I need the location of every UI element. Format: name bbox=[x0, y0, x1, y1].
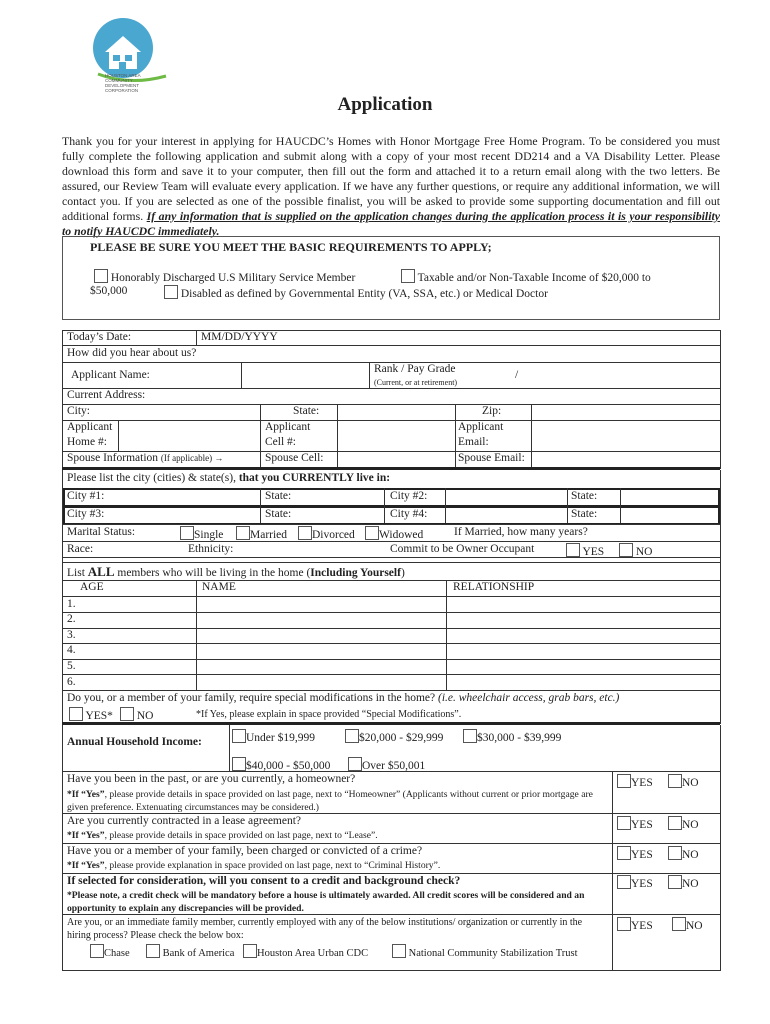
city-4-label: City #4: bbox=[390, 508, 428, 520]
checkbox[interactable] bbox=[94, 269, 108, 283]
yes-label: YES bbox=[631, 878, 653, 890]
income-30000-39999[interactable] bbox=[463, 729, 561, 744]
ethnicity-label: Ethnicity: bbox=[188, 543, 234, 555]
spouse-cell-label: Spouse Cell: bbox=[265, 452, 324, 464]
logo-org-text: HOUSTON AREA COMMUNITY DEVELOPMENT CORPORATION bbox=[105, 73, 141, 93]
modifications-yes[interactable] bbox=[69, 707, 113, 722]
city-1-label: City #1: bbox=[67, 490, 105, 502]
yes-label: YES bbox=[631, 849, 653, 861]
req-option-disabled[interactable] bbox=[164, 285, 548, 300]
inst-label: Houston Area Urban CDC bbox=[257, 948, 369, 959]
spouse-email-label: Spouse Email: bbox=[458, 452, 525, 464]
city-label: City: bbox=[67, 405, 91, 417]
modifications-no-label: NO bbox=[136, 710, 154, 722]
members-prompt-e: ) bbox=[400, 567, 405, 579]
spouse-info-text: Spouse Information bbox=[67, 452, 159, 464]
checkbox[interactable] bbox=[668, 774, 682, 788]
criminal-note-bold: *If “Yes” bbox=[67, 860, 105, 871]
members-prompt-self: Including Yourself bbox=[310, 567, 401, 579]
race-label: Race: bbox=[67, 543, 94, 555]
req-option-income-label: Taxable and/or Non-Taxable Income of $20,000 to bbox=[417, 272, 651, 284]
yes-label: YES bbox=[631, 819, 653, 831]
income-opt-label: $30,000 - $39,999 bbox=[477, 732, 562, 744]
inst-label: National Community Stabilization Trust bbox=[408, 948, 578, 959]
checkbox[interactable] bbox=[617, 846, 631, 860]
checkbox[interactable] bbox=[180, 526, 194, 540]
credit-yes[interactable] bbox=[617, 875, 653, 890]
employment-no[interactable] bbox=[672, 917, 703, 932]
inst-houston-area-urban-cdc[interactable] bbox=[243, 944, 368, 959]
criminal-note bbox=[67, 860, 440, 871]
marital-married-label: Married bbox=[250, 529, 288, 541]
marital-divorced[interactable] bbox=[298, 526, 355, 541]
lease-question: Are you currently contracted in a lease agreement? bbox=[67, 815, 302, 827]
owner-occupant-no[interactable] bbox=[619, 543, 653, 558]
criminal-yes[interactable] bbox=[617, 846, 653, 861]
current-address-label: Current Address: bbox=[67, 389, 146, 401]
member-row[interactable]: 2. bbox=[67, 613, 76, 625]
spouse-info-note: (If applicable) → bbox=[160, 453, 224, 463]
member-row[interactable]: 6. bbox=[67, 676, 76, 688]
email-label-2: Email: bbox=[458, 436, 489, 448]
owner-occupant-yes[interactable] bbox=[566, 543, 604, 558]
checkbox[interactable] bbox=[619, 543, 633, 557]
criminal-note-text: , please provide explanation in space provided on last page, next to “Criminal History”. bbox=[104, 860, 441, 871]
income-opt-label: $20,000 - $29,999 bbox=[359, 732, 444, 744]
no-label: NO bbox=[682, 819, 699, 831]
marital-single[interactable] bbox=[180, 526, 223, 541]
inst-ncst[interactable] bbox=[392, 944, 578, 959]
inst-label: Chase bbox=[104, 948, 130, 959]
cities-prompt bbox=[67, 472, 390, 484]
no-label: NO bbox=[682, 777, 699, 789]
checkbox[interactable] bbox=[392, 944, 406, 958]
income-under-19999[interactable] bbox=[232, 729, 315, 744]
rank-label: Rank / Pay Grade bbox=[374, 363, 456, 375]
homeowner-note bbox=[67, 788, 607, 814]
req-option-veteran[interactable] bbox=[94, 269, 355, 284]
checkbox[interactable] bbox=[672, 917, 686, 931]
owner-occupant-label: Commit to be Owner Occupant bbox=[390, 543, 535, 555]
intro-paragraph bbox=[62, 134, 720, 239]
inst-label: Bank of America bbox=[162, 948, 235, 959]
owner-no-label: NO bbox=[635, 546, 653, 558]
checkbox[interactable] bbox=[617, 875, 631, 889]
criminal-no[interactable] bbox=[668, 846, 699, 861]
owner-yes-label: YES bbox=[582, 546, 605, 558]
income-over-50001[interactable] bbox=[348, 757, 425, 772]
cell-phone-label-2: Cell #: bbox=[265, 436, 296, 448]
checkbox[interactable] bbox=[668, 816, 682, 830]
employment-question: Are you, or an immediate family member, currently employed with any of the below institutions/ organization or currently in the hiring process? Please check the below box: bbox=[67, 917, 583, 941]
homeowner-note-text: , please provide details in space provided on last page, next to “Homeowner” (Applicants without current or prior mortgage are given preference. Extenuating circumstances may be considered.) bbox=[67, 789, 593, 813]
modifications-no[interactable] bbox=[120, 707, 154, 722]
intro-emphasis: If any information that is supplied on the application changes during the application process it is your responsibility to notify HAUCDC immediately. bbox=[62, 209, 720, 238]
req-option-income[interactable] bbox=[401, 269, 651, 284]
state-label: State: bbox=[293, 405, 320, 417]
city-2-state-label: State: bbox=[571, 490, 598, 502]
checkbox[interactable] bbox=[69, 707, 83, 721]
marital-married[interactable] bbox=[236, 526, 287, 541]
hear-about-label: How did you hear about us? bbox=[67, 347, 197, 359]
modifications-question bbox=[67, 692, 619, 704]
married-years-label: If Married, how many years? bbox=[454, 526, 588, 538]
checkbox[interactable] bbox=[617, 917, 631, 931]
yes-label: YES bbox=[631, 920, 653, 932]
city-3-state-label: State: bbox=[265, 508, 292, 520]
checkbox[interactable] bbox=[90, 944, 104, 958]
no-label: NO bbox=[682, 878, 699, 890]
city-4-state-label: State: bbox=[571, 508, 598, 520]
modifications-question-text: Do you, or a member of your family, require special modifications in the home? bbox=[67, 692, 436, 704]
members-prompt-a: List bbox=[67, 567, 88, 579]
homeowner-no[interactable] bbox=[668, 774, 699, 789]
lease-note-bold: *If “Yes” bbox=[67, 830, 105, 841]
checkbox[interactable] bbox=[617, 816, 631, 830]
checkbox[interactable] bbox=[401, 269, 415, 283]
income-opt-label: Under $19,999 bbox=[246, 732, 315, 744]
checkbox[interactable] bbox=[243, 944, 257, 958]
city-2-label: City #2: bbox=[390, 490, 428, 502]
checkbox[interactable] bbox=[164, 285, 178, 299]
rank-slash: / bbox=[515, 369, 519, 381]
spouse-info-label bbox=[67, 452, 223, 464]
todays-date-label: Today’s Date: bbox=[67, 331, 132, 343]
checkbox[interactable] bbox=[617, 774, 631, 788]
home-phone-label-2: Home #: bbox=[67, 436, 107, 448]
modifications-yes-label: YES* bbox=[85, 710, 113, 722]
lease-yes[interactable] bbox=[617, 816, 653, 831]
members-prompt bbox=[67, 564, 405, 580]
checkbox[interactable] bbox=[120, 707, 134, 721]
income-20000-29999[interactable] bbox=[345, 729, 443, 744]
todays-date-field[interactable]: MM/DD/YYYY bbox=[201, 331, 278, 343]
checkbox[interactable] bbox=[348, 757, 362, 771]
credit-question: If selected for consideration, will you consent to a credit and background check? bbox=[67, 875, 461, 887]
intro-body: Thank you for your interest in applying for HAUCDC’s Homes with Honor Mortgage Free Home Program. To be considered you must fully complete the following application and submit along with a copy of your most recent DD214 and a VA Disability Letter. Please download this form and save it to your computer, then fill out the form and attached it to a return email along with the two letters. Be assured, our Review Team will evaluate every application. If we have any further questions, or require any additional information, we will contact you. If you are selected as one of the possible finalist, you will be asked to provide some supporting documentation and fill out additional forms. bbox=[62, 134, 720, 223]
marital-label: Marital Status: bbox=[67, 526, 136, 538]
checkbox[interactable] bbox=[668, 875, 682, 889]
home-phone-label-1: Applicant bbox=[67, 421, 113, 433]
checkbox[interactable] bbox=[232, 757, 246, 771]
credit-note: *Please note, a credit check will be mandatory before a house is ultimately awarded. All credit scores will be considered and an opportunity to explain any discrepancies will be provided. bbox=[67, 890, 585, 914]
member-row[interactable]: 5. bbox=[67, 660, 76, 672]
income-opt-label: Over $50,001 bbox=[362, 760, 426, 772]
applicant-name-label: Applicant Name: bbox=[71, 369, 150, 381]
income-label: Annual Household Income: bbox=[67, 736, 202, 748]
member-row[interactable]: 3. bbox=[67, 629, 76, 641]
checkbox[interactable] bbox=[365, 526, 379, 540]
city-1-state-label: State: bbox=[265, 490, 292, 502]
checkbox[interactable] bbox=[345, 729, 359, 743]
req-option-veteran-label: Honorably Discharged U.S Military Service Member bbox=[110, 272, 356, 284]
homeowner-note-bold: *If “Yes” bbox=[67, 789, 105, 800]
col-name-header: NAME bbox=[202, 581, 236, 593]
lease-note bbox=[67, 830, 378, 841]
marital-single-label: Single bbox=[194, 529, 224, 541]
checkbox[interactable] bbox=[236, 526, 250, 540]
modifications-note: *If Yes, please explain in space provided “Special Modifications”. bbox=[196, 709, 462, 720]
member-row[interactable]: 1. bbox=[67, 598, 76, 610]
applicant-name-field[interactable] bbox=[242, 363, 368, 387]
checkbox[interactable] bbox=[566, 543, 580, 557]
checkbox[interactable] bbox=[463, 729, 477, 743]
member-row[interactable]: 4. bbox=[67, 644, 76, 656]
lease-note-text: , please provide details in space provided on last page, next to “Lease”. bbox=[104, 830, 378, 841]
email-label-1: Applicant bbox=[458, 421, 504, 433]
checkbox[interactable] bbox=[232, 729, 246, 743]
credit-no[interactable] bbox=[668, 875, 699, 890]
marital-widowed[interactable] bbox=[365, 526, 423, 541]
members-prompt-all: ALL bbox=[87, 564, 115, 579]
checkbox[interactable] bbox=[298, 526, 312, 540]
checkbox[interactable] bbox=[146, 944, 160, 958]
yes-label: YES bbox=[631, 777, 653, 789]
marital-widowed-label: Widowed bbox=[379, 529, 424, 541]
city-3-label: City #3: bbox=[67, 508, 105, 520]
col-relationship-header: RELATIONSHIP bbox=[453, 581, 535, 593]
req-option-income-cont: $50,000 bbox=[90, 285, 128, 297]
requirements-heading: PLEASE BE SURE YOU MEET THE BASIC REQUIREMENTS TO APPLY; bbox=[90, 240, 492, 254]
homeowner-question: Have you been in the past, or are you currently, a homeowner? bbox=[67, 773, 356, 785]
inst-bank-of-america[interactable] bbox=[146, 944, 234, 959]
income-40000-50000[interactable] bbox=[232, 757, 330, 772]
col-age-header: AGE bbox=[80, 581, 104, 593]
homeowner-yes[interactable] bbox=[617, 774, 653, 789]
req-option-disabled-label: Disabled as defined by Governmental Entity (VA, SSA, etc.) or Medical Doctor bbox=[180, 288, 548, 300]
members-prompt-c: members who will be living in the home ( bbox=[114, 567, 311, 579]
lease-no[interactable] bbox=[668, 816, 699, 831]
zip-label: Zip: bbox=[482, 405, 502, 417]
checkbox[interactable] bbox=[668, 846, 682, 860]
cell-phone-label-1: Applicant bbox=[265, 421, 311, 433]
no-label: NO bbox=[686, 920, 703, 932]
marital-divorced-label: Divorced bbox=[312, 529, 355, 541]
income-opt-label: $40,000 - $50,000 bbox=[246, 760, 331, 772]
rank-note: (Current, or at retirement) bbox=[374, 378, 458, 387]
employment-yes[interactable] bbox=[617, 917, 653, 932]
cities-prompt-text: Please list the city (cities) & state(s), bbox=[67, 472, 239, 484]
modifications-examples: (i.e. wheelchair access, grab bars, etc.) bbox=[437, 692, 620, 704]
inst-chase[interactable] bbox=[90, 944, 130, 959]
no-label: NO bbox=[682, 849, 699, 861]
page-title: Application bbox=[337, 94, 433, 115]
cities-prompt-bold: that you CURRENTLY live in: bbox=[238, 472, 391, 484]
criminal-question: Have you or a member of your family, been charged or convicted of a crime? bbox=[67, 845, 423, 857]
